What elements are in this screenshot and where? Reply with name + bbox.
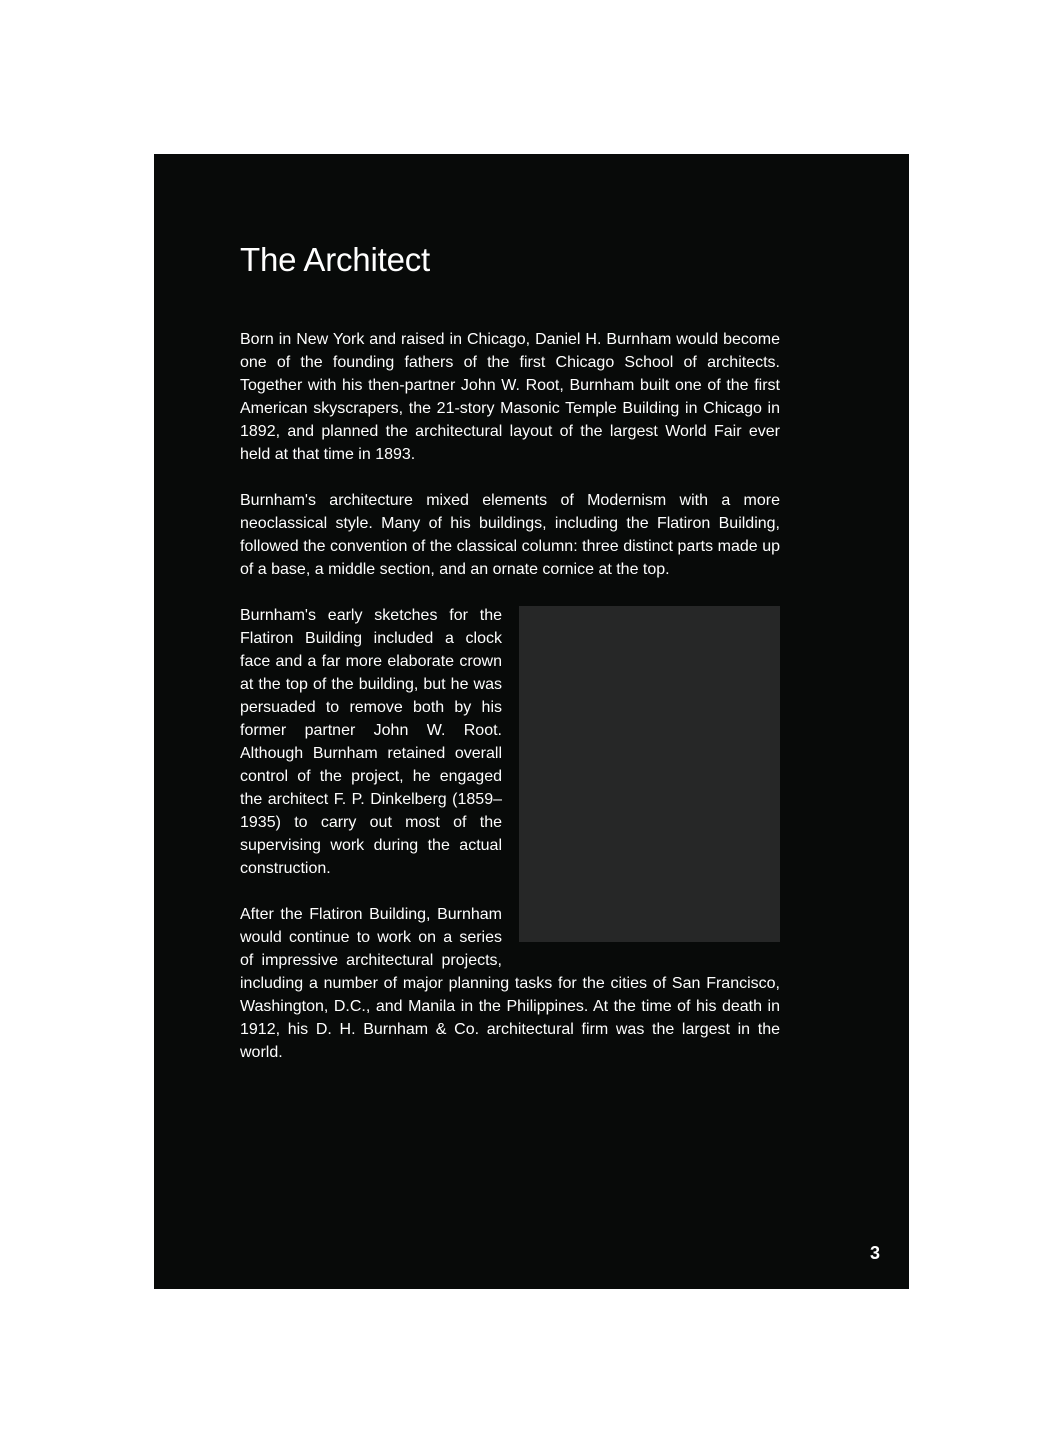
document-page	[154, 154, 909, 1289]
paragraph-architecture-style: Burnham's architecture mixed elements of Modernism with a more neoclassical style. Many of his buildings, including the Flatiron Building, followed the convention of the classical column: three distinct parts made up of a base, a middle section, and an ornate cornice at the top.	[240, 492, 780, 578]
paragraph-intro: Born in New York and raised in Chicago, Daniel H. Burnham would become one of the founding fathers of the first Chicago School of architects. Together with his then-partner John W. Root, Burnham built one of the first American skyscrapers, the 21-story Masonic Temple Building in Chicago in 1892, and planned the architectural layout of the largest World Fair ever held at that time in 1893.	[240, 331, 780, 463]
paragraph-later-career: After the Flatiron Building, Burnham would continue to work on a series of impressive architectural projects, including a number of major planning tasks for the cities of San Francisco, Washington, D.C., and Manila in the Philippines. At the time of his death in 1912, his D. H. Burnham & Co. architectural firm was the largest in the world.	[240, 906, 780, 1061]
page-number: 3	[869, 1243, 880, 1263]
image-placeholder	[519, 606, 780, 942]
page-title: The Architect	[240, 241, 430, 278]
page-content	[240, 239, 780, 1087]
paragraph-early-sketches: Burnham's early sketches for the Flatiron Building included a clock face and a far more elaborate crown at the top of the building, but he was persuaded to remove both by his former partner John W. Root. Although Burnham retained overall control of the project, he engaged the architect F. P. Dinkelberg (1859–1935) to carry out most of the supervising work during the actual construction.	[240, 607, 502, 877]
